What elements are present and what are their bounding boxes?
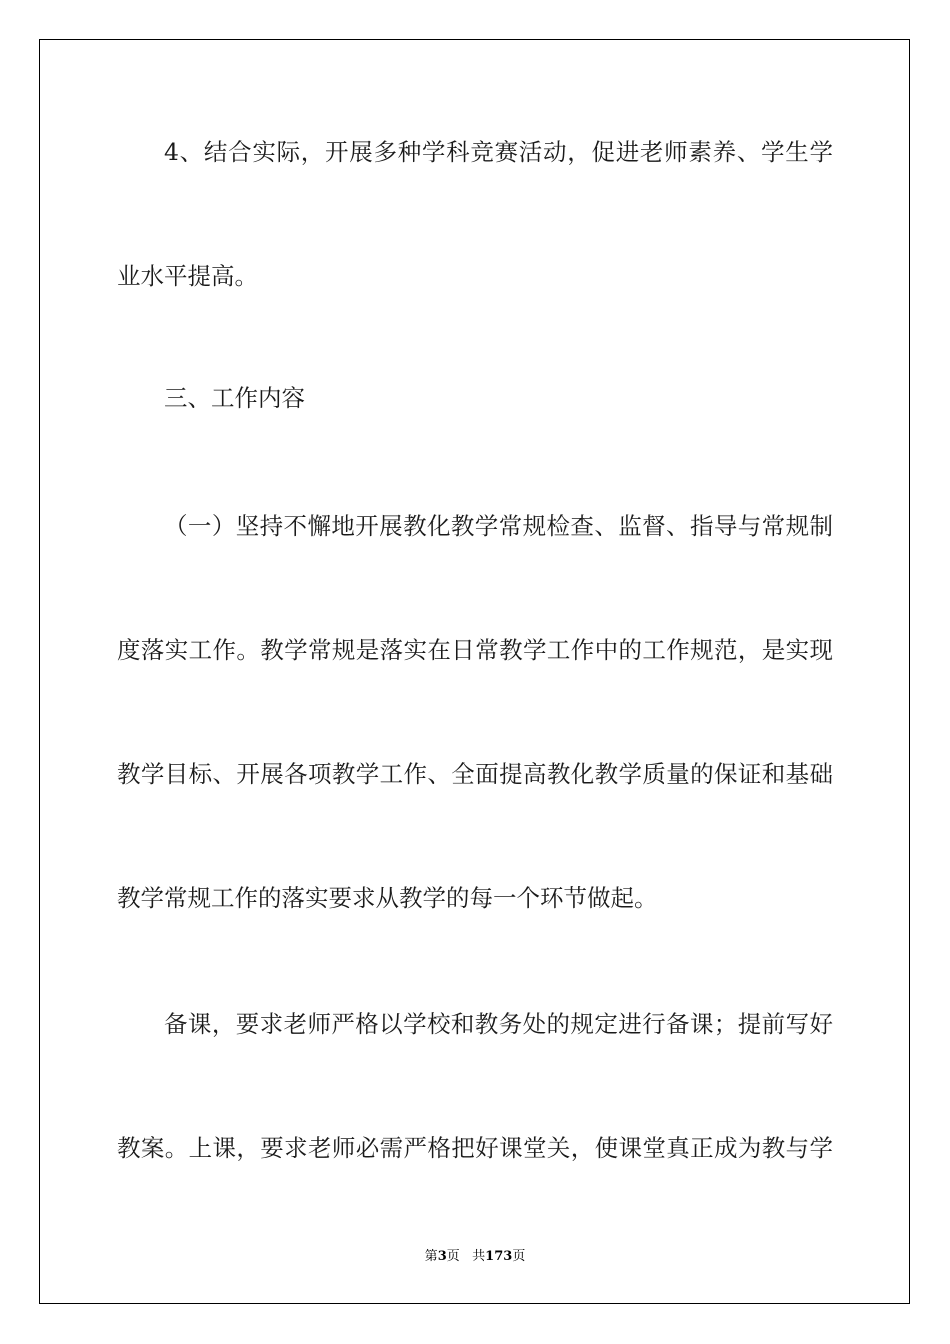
- paragraph-line-5: 度落实工作。教学常规是落实在日常教学工作中的工作规范，是实现: [117, 636, 833, 664]
- paragraph-line-2: 业水平提高。: [117, 262, 258, 290]
- paragraph-line-6: 教学目标、开展各项教学工作、全面提高教化教学质量的保证和基础: [117, 760, 833, 788]
- footer-total-suffix: 页: [512, 1249, 526, 1264]
- footer-page-suffix: 页: [446, 1249, 460, 1264]
- paragraph-line-7: 教学常规工作的落实要求从教学的每一个环节做起。: [117, 884, 658, 912]
- paragraph-line-9: 教案。上课，要求老师必需严格把好课堂关，使课堂真正成为教与学: [117, 1134, 833, 1162]
- total-page-count: 173: [485, 1249, 513, 1264]
- paragraph-line-8: 备课，要求老师严格以学校和教务处的规定进行备课；提前写好: [164, 1010, 833, 1038]
- page-footer: [0, 1249, 950, 1265]
- page-border: [39, 39, 910, 1304]
- section-heading: 三、工作内容: [164, 384, 305, 412]
- paragraph-line-1: 4、结合实际，开展多种学科竞赛活动，促进老师素养、学生学: [164, 138, 833, 166]
- paragraph-line-4: （一）坚持不懈地开展教化教学常规检查、监督、指导与常规制: [164, 512, 833, 540]
- current-page-number: 3: [437, 1249, 447, 1264]
- footer-prefix: 第: [424, 1249, 438, 1264]
- footer-total-prefix: 共: [472, 1249, 486, 1264]
